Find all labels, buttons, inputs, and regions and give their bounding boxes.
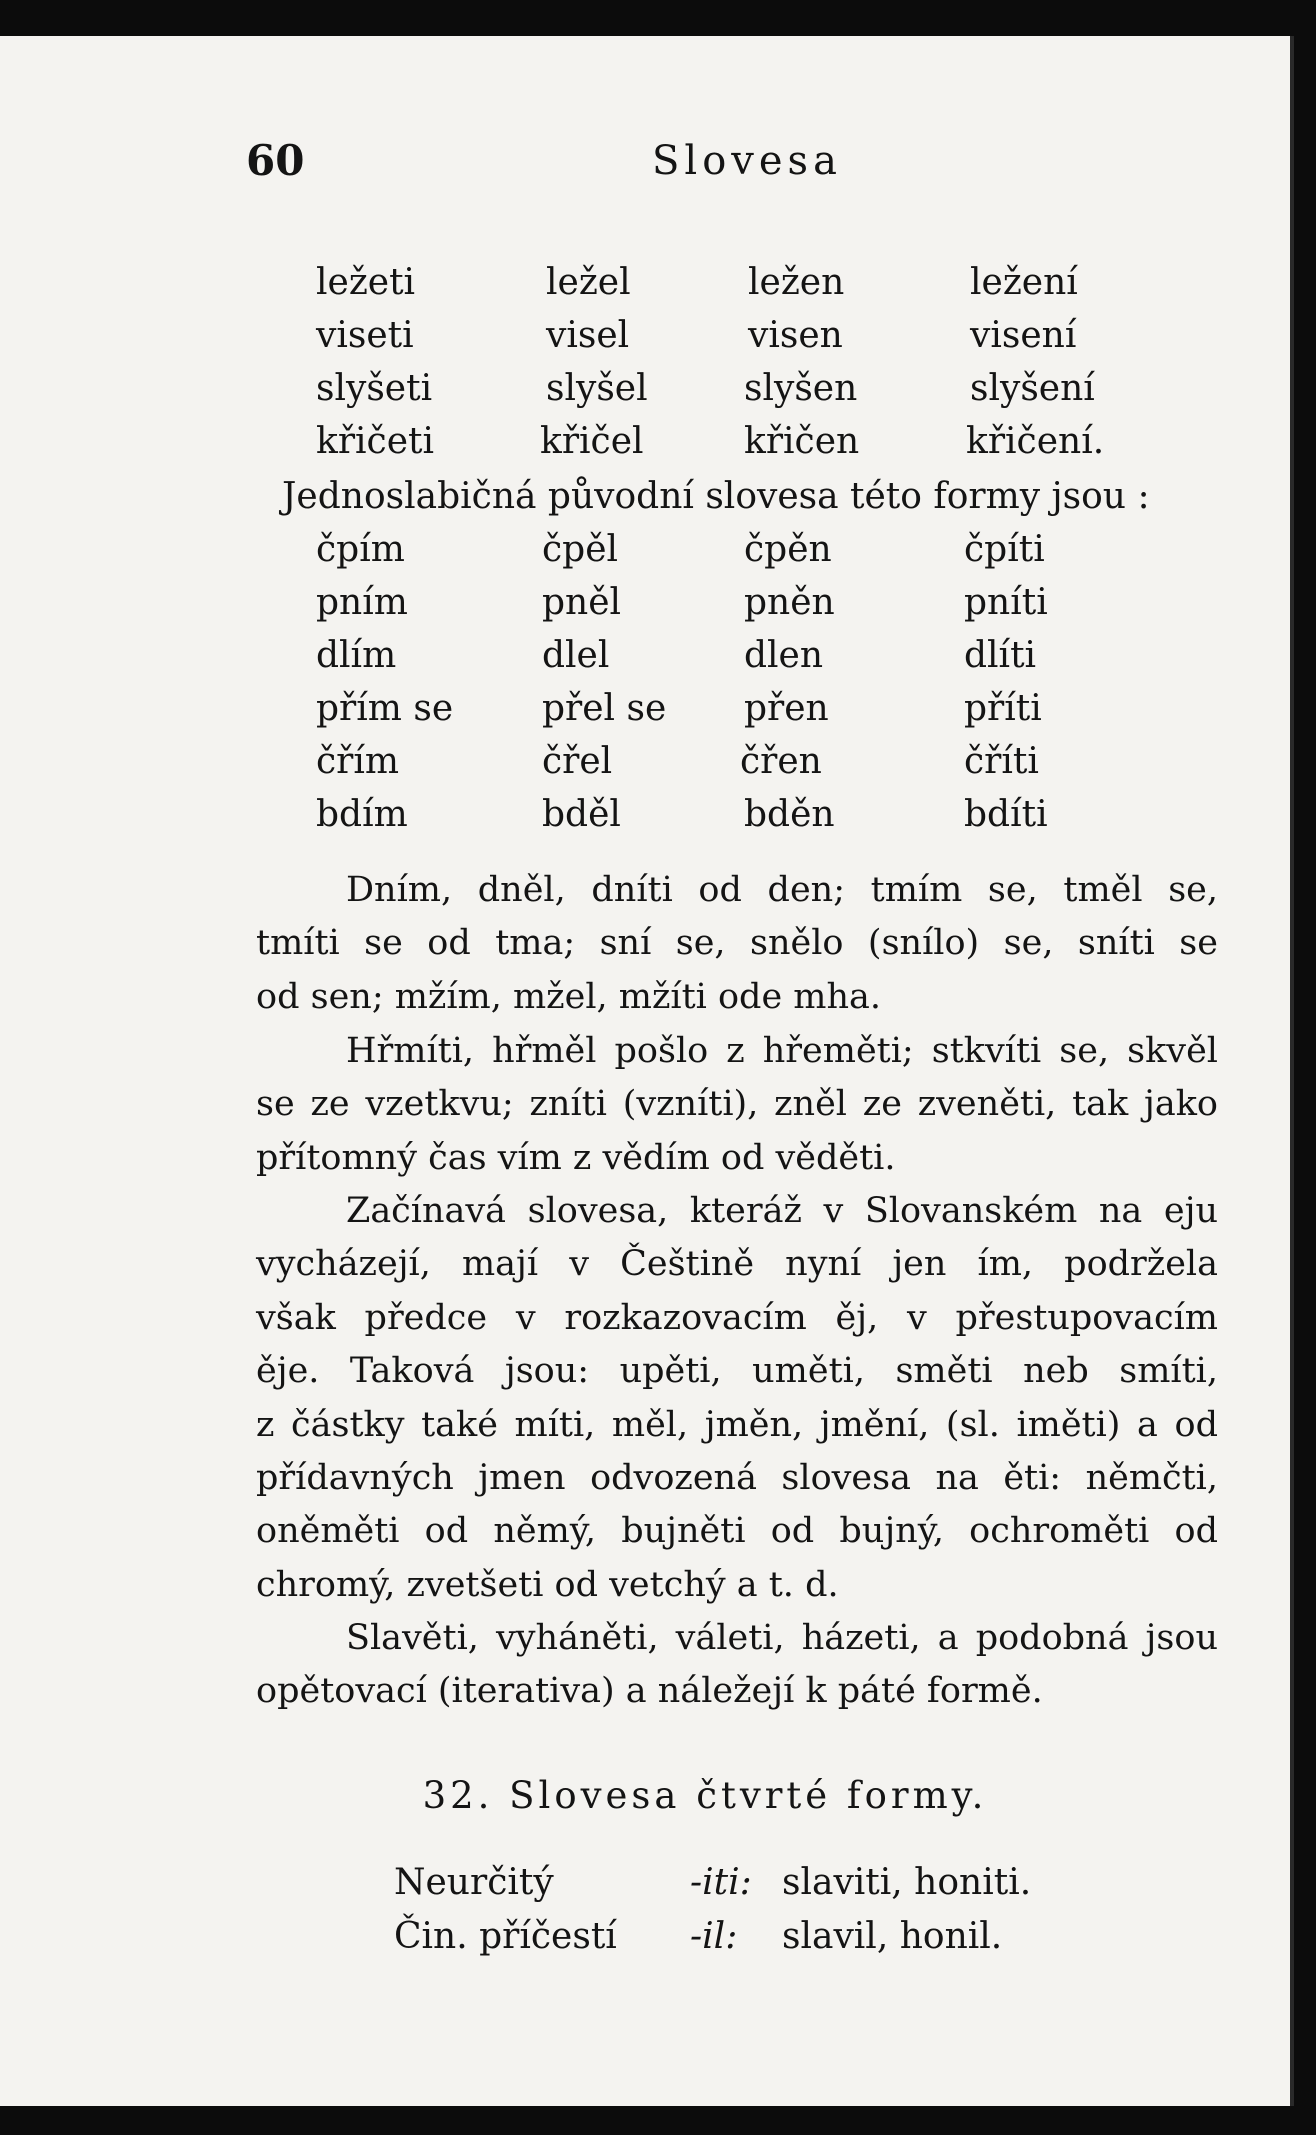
table-cell: křičen [744,421,860,462]
table-cell: křičení. [966,421,1105,462]
table-cell: pněn [744,582,835,623]
text-line: opětovací (iterativa) a náležejí k páté formě. [256,1671,1043,1712]
table-cell: bděl [542,794,621,835]
table-cell: pníti [964,582,1048,623]
definition-suffix: -il: [690,1916,738,1957]
table-cell: dlel [542,635,610,676]
table-cell: viseti [316,315,414,356]
table-cell: křičel [540,421,644,462]
table-row [0,794,1290,847]
paragraph [256,1185,1218,1612]
text-line: tmíti se od tma; sní se, snělo (snílo) se, sníti se [256,923,1218,964]
table-cell: křičeti [316,421,434,462]
table-cell: pněl [542,582,622,623]
definition-label: Čin. příčestí [394,1916,617,1957]
text-line: Začínavá slovesa, kteráž v Slovanském na eju [346,1191,1218,1231]
table-cell: dlím [316,635,397,676]
text-line: přítomný čas vím z vědím od věděti. [256,1137,896,1178]
table-cell: slyšení [970,368,1095,409]
text-line: Slavěti, vyháněti, váleti, házeti, a podobná jsou [346,1618,1218,1658]
table-cell: ležeti [316,262,416,303]
text-line: z částky také míti, měl, jměn, jmění, (sl. iměti) a od [256,1404,1218,1445]
table-row [0,688,1290,741]
table-cell: přel se [542,688,667,729]
text-line: Hřmíti, hřměl pošlo z hřeměti; stkvíti se, skvěl [346,1031,1218,1071]
text-line: ěje. Taková jsou: upěti, uměti, směti neb smíti, [256,1351,1218,1392]
text-line: se ze vzetkvu; zníti (vzníti), zněl ze zveněti, tak jako [256,1084,1218,1125]
table-cell: slyšel [546,368,648,409]
section-heading: 32. Slovesa čtvrté formy. [422,1774,988,1817]
definition-label: Neurčitý [394,1862,554,1903]
table-row [0,421,1290,474]
table-cell: čřím [316,741,400,782]
text-line: od sen; mžím, mžel, mžíti ode mha. [256,976,882,1017]
table-cell: ležení [970,262,1078,303]
verb-table-2 [0,529,1290,847]
intro-line: Jednoslabičná původní slovesa této formy jsou : [282,476,1150,517]
table-cell: čřel [542,741,613,782]
book-page [0,36,1294,2106]
table-row [0,582,1290,635]
table-cell: pním [316,582,408,623]
verb-table-1 [0,262,1290,474]
table-row [0,368,1290,421]
table-row [0,315,1290,368]
text-line: oněměti od němý, bujněti od bujný, ochroměti od [256,1511,1218,1552]
page-number: 60 [246,136,305,185]
table-cell: čpěn [744,529,832,570]
table-cell: přen [744,688,829,729]
definition-examples: slaviti, honiti. [782,1862,1032,1903]
table-cell: bdím [316,794,408,835]
table-row [0,635,1290,688]
table-cell: čříti [964,741,1039,782]
table-cell: přím se [316,688,454,729]
text-line: přídavných jmen odvozená slovesa na ěti: němčti, [256,1458,1218,1499]
table-cell: bdíti [964,794,1048,835]
text-line: vycházejí, mají v Češtině nyní jen ím, podržela [256,1244,1218,1285]
running-head [0,136,1290,196]
paragraph [256,864,1218,1024]
text-line: Dním, dněl, dníti od den; tmím se, tměl se, [346,870,1218,910]
definition-examples: slavil, honil. [782,1916,1003,1957]
table-cell: ležen [748,262,845,303]
table-cell: slyšen [744,368,858,409]
running-title: Slovesa [652,138,842,184]
table-cell: dlíti [964,635,1037,676]
table-cell: slyšeti [316,368,433,409]
table-cell: ležel [546,262,631,303]
table-cell: čpíti [964,529,1045,570]
paragraph [256,1025,1218,1185]
text-line: chromý, zvetšeti od vetchý a t. d. [256,1564,839,1605]
table-cell: visel [546,315,630,356]
table-cell: dlen [744,635,824,676]
table-cell: bděn [744,794,835,835]
table-cell: čpím [316,529,405,570]
table-cell: visení [970,315,1077,356]
table-row [0,529,1290,582]
table-cell: čřen [740,741,822,782]
definition-suffix: -iti: [690,1862,752,1903]
table-cell: visen [748,315,843,356]
table-cell: čpěl [542,529,619,570]
paragraph [256,1612,1218,1719]
table-row [0,262,1290,315]
text-line: však předce v rozkazovacím ěj, v přestupovacím [256,1297,1218,1338]
table-row [0,741,1290,794]
table-cell: příti [964,688,1042,729]
